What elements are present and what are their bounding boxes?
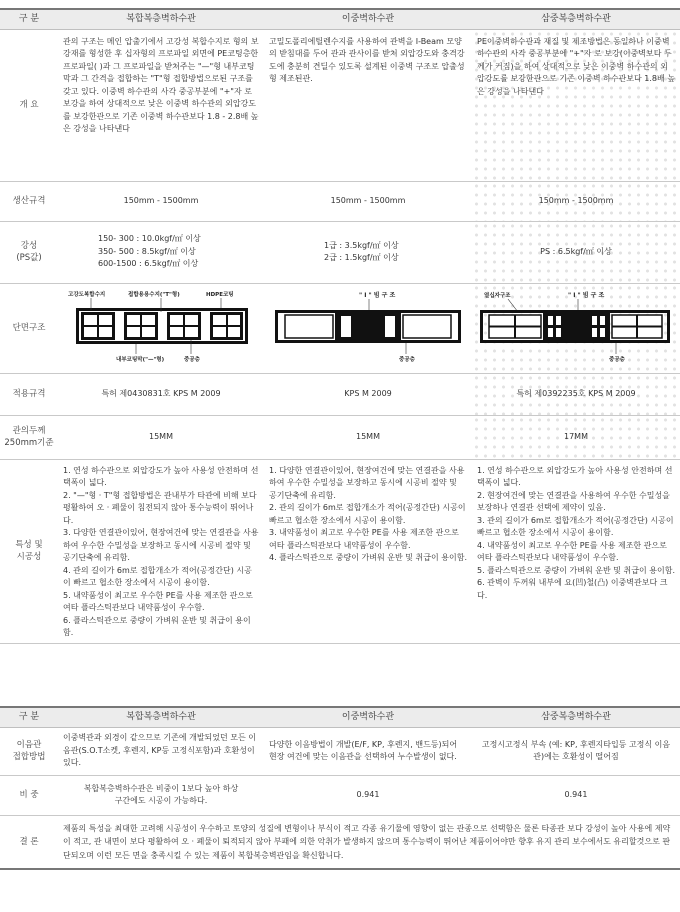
- comparison-table-secondary: [0, 706, 680, 870]
- list-item: 5. 플라스틱관으로 중량이 가벼워 운반 및 취급이 용이함.: [477, 565, 675, 575]
- spec-col2: 150mm - 1500mm: [264, 181, 472, 221]
- label-inner-film: 내부코팅막("—"형): [116, 357, 165, 363]
- section-diagram-triple: [472, 283, 680, 373]
- joint-col1: 이중벽관과 외경이 같으므로 기존에 개발되었던 모든 이음관(S.O.T소켓, 후렌지, KP등 고정식포함)과 호환성이 있다.: [58, 727, 264, 775]
- label-hollow-layer-2: 중공층: [399, 357, 415, 363]
- header-category: 구 분: [0, 9, 58, 29]
- label-high-strength-resin: 고강도복합수지: [68, 292, 106, 298]
- joint-col2: 다양한 이음방법이 개발(E/F, KP, 후렌지, 밴드등)되어 현장 여건에 맞는 이음관을 선택하여 누수발생이 없다.: [264, 727, 472, 775]
- section-diagram-double: [264, 283, 472, 373]
- label-conclusion: 결 론: [0, 815, 58, 869]
- section-diagram-composite: [58, 283, 264, 373]
- list-item: 2. 관의 길이가 6m로 접합개소가 적어(공정간단) 시공이 빠르고 협소한 장소에서 시공이 용이함.: [269, 503, 466, 525]
- joint-col3: 고정시고정식 부속 (예: KP, 후렌지타입등 고정식 이음관)에는 호환성이 떨어짐: [472, 727, 680, 775]
- label-hollow-layer-3: 중공층: [609, 357, 625, 363]
- row-overview: [0, 29, 680, 181]
- gravity-col2: 0.941: [264, 775, 472, 815]
- list-item: 2. "—"형 · T"형 접합방법은 관내부가 타관에 비해 보다 평활하여 오 · 폐물이 침전되지 않아 통수능력이 뛰어나다.: [63, 490, 257, 525]
- thickness-col1: 15MM: [58, 415, 264, 459]
- row-gravity: [0, 775, 680, 815]
- label-cross-structure: 열십자구조: [484, 293, 511, 299]
- label-section: 단면구조: [0, 283, 58, 373]
- features-col1: [58, 459, 264, 643]
- list-item: 3. 내약품성이 최고로 우수한 PE를 사용 제조한 관으로 여타 플라스틱관보다 내약품성이 우수함.: [269, 528, 459, 550]
- row-joint: [0, 727, 680, 775]
- row-stiffness: [0, 221, 680, 283]
- gravity-col3: 0.941: [472, 775, 680, 815]
- label-t-joint: 접합용용수지("T"형): [128, 292, 180, 298]
- label-standard: 적용규격: [0, 373, 58, 415]
- list-item: 1. 연성 하수관으로 외압강도가 높아 사용성 안전하며 선택폭이 넓다.: [477, 465, 673, 487]
- label-features: 특성 및 시공성: [0, 459, 58, 643]
- list-item: 6. 플라스틱관으로 중량이 가벼워 운반 및 취급이 용이함.: [63, 615, 251, 637]
- label-hdpe-coating: HDPE코팅: [206, 292, 234, 298]
- comparison-table-main: [0, 8, 680, 644]
- list-item: 1. 다양한 연결관이있어, 현장여건에 맞는 연결관을 사용하여 우수한 수밀성을 보장하고 동시에 시공비 절약 및 공기단축에 유리함.: [269, 465, 465, 500]
- row-conclusion: [0, 815, 680, 869]
- list-item: 6. 관벽이 두꺼워 내부에 요(凹)철(凸) 이중벽관보다 크다.: [477, 578, 668, 600]
- list-item: 1. 연성 하수관으로 외압강도가 높아 사용성 안전하며 선택폭이 넓다.: [63, 465, 259, 487]
- row-features: [0, 459, 680, 643]
- triple-wall-section-diagram: [478, 288, 674, 368]
- header-double-wall-pipe: 이중벽하수관: [264, 9, 472, 29]
- stiffness-col1: 150- 300 : 10.0kgf/㎡ 이상 350- 500 : 8.5kgf/㎡ 이상 600-1500 : 6.5kgf/㎡ 이상: [58, 221, 264, 283]
- list-item: 5. 내약품성이 최고로 우수한 PE를 사용 제조한 관으로 여타 플라스틱관보다 내약품성이 우수함.: [63, 590, 253, 612]
- label-spec: 생산규격: [0, 181, 58, 221]
- overview-col2: 고밀도폴리에틸렌수지를 사용하여 관벽을 I-Beam 모양의 받침대를 두어 관과 관사이를 받쳐 외압강도와 충격강도에 충분히 견딜수 있도록 설계된 이중벽 구조로 압출성형 제조된관.: [264, 29, 472, 181]
- spec-col3: 150mm - 1500mm: [472, 181, 680, 221]
- label-i-beam: " I " 빔 구 조: [359, 292, 396, 299]
- header2-composite-pipe: 복합복층벽하수관: [58, 707, 264, 727]
- double-wall-section-diagram: [271, 288, 465, 368]
- overview-col3: PE이중벽하수관과 재질 및 제조방법은 동일하나 이중벽 하수관의 사각 중공부분에 "+"자 로 보강(이중벽보다 두께가 커짐)을 하여 상대적으로 낮은 이중벽 하수관의 외압강도를 보강한관으로 기존 이중벽 하수관보다 1.8배 높은 강성을 나타낸다: [472, 29, 680, 181]
- label-overview: 개 요: [0, 29, 58, 181]
- row-thickness: [0, 415, 680, 459]
- header-composite-pipe: 복합복층벽하수관: [58, 9, 264, 29]
- standard-col2: KPS M 2009: [264, 373, 472, 415]
- features-col3: [472, 459, 680, 643]
- label-stiffness: 강성 (PS값): [0, 221, 58, 283]
- composite-section-diagram: [66, 288, 256, 368]
- header2-double-wall-pipe: 이중벽하수관: [264, 707, 472, 727]
- thickness-col3: 17MM: [472, 415, 680, 459]
- label-hollow-layer: 중공층: [184, 357, 200, 363]
- list-item: 4. 관의 길이가 6m로 접합개소가 적어(공정간단) 시공이 빠르고 협소한 장소에서 시공이 용이함.: [63, 565, 252, 587]
- label-i-beam-3: " I " 빔 구 조: [568, 292, 605, 299]
- label-gravity: 비 중: [0, 775, 58, 815]
- stiffness-col2: 1급 : 3.5kgf/㎡ 이상 2급 : 1.5kgf/㎡ 이상: [264, 221, 472, 283]
- thickness-col2: 15MM: [264, 415, 472, 459]
- label-thickness: 관의두께 250mm기준: [0, 415, 58, 459]
- header-triple-wall-pipe: 삼중복층벽하수관: [472, 9, 680, 29]
- standard-col3: 특허 제0392235호 KPS M 2009: [472, 373, 680, 415]
- standard-col1: 특허 제0430831호 KPS M 2009: [58, 373, 264, 415]
- row-section: [0, 283, 680, 373]
- row-standard: [0, 373, 680, 415]
- list-item: 3. 다양한 연결관이있어, 현장여건에 맞는 연결관을 사용하여 우수한 수밀성을 보장하고 동시에 시공비 절약 및 공기단축에 유리함.: [63, 528, 259, 562]
- gravity-col1: 복합복층벽하수관은 비중이 1보다 높아 하상구간에도 시공이 가능하다.: [58, 775, 264, 815]
- table-header-row: [0, 9, 680, 29]
- list-item: 3. 관의 길이가 6m로 접합개소가 적어(공정간단) 시공이 빠르고 협소한 장소에서 시공이 용이함.: [477, 515, 674, 537]
- stiffness-col3: PS : 6.5kgf/㎡ 이상: [472, 221, 680, 283]
- label-joint: 이음관 접합방법: [0, 727, 58, 775]
- features-col2: [264, 459, 472, 643]
- list-item: 4. 플라스틱관으로 중량이 가벼워 운반 및 취급이 용이함.: [269, 553, 467, 562]
- header2-triple-wall-pipe: 삼중복층벽하수관: [472, 707, 680, 727]
- header2-category: 구 분: [0, 707, 58, 727]
- list-item: 2. 현장여건에 맞는 연결관을 사용하여 우수한 수밀성을 보장하나 연결관 선택에 제약이 있음.: [477, 490, 670, 512]
- overview-col1: 관의 구조는 메인 압출기에서 고강성 복합수지로 형의 보강재를 형성한 후 십자형의 프로파일 외면에 PE코팅층한 프로파일( )과 그 프로파일을 받쳐주는 "—"형 내부코팅막과 그 간격을 접합하는 "T"형 접합방법으로된 구조를 갖고 있다. 이중벽 하수관의 사각 중공부분에 "+"자 로 보강을 하여 상대적으로 낮은 이중벽 하수관의 외압강도를 보강한관으로 기존 이중벽 하수관보다 1.8 - 2.8배 높은 강성을 나타낸다: [58, 29, 264, 181]
- row-spec: [0, 181, 680, 221]
- table2-header-row: [0, 707, 680, 727]
- list-item: 4. 내약품성이 최고로 우수한 PE를 사용 제조한 관으로 여타 플라스틱관보다 내약품성이 우수함.: [477, 540, 667, 562]
- spec-col1: 150mm - 1500mm: [58, 181, 264, 221]
- conclusion-text: 제품의 특성을 최대한 고려해 시공성이 우수하고 토양의 성질에 변형이나 부식이 적고 각종 유기물에 영향이 없는 관종으로 선택함은 물론 타종관 보다 강성이 높아 사용에 제약이 적고, 관 내면이 보다 평활하여 오 · 폐물이 퇴적되지 않아 부패에 의한 악취가 발생하지 않으며 통수능력이 뛰어난 제품이어야만 향후 유지 관리 보수에서도 유리할것으로 판단되오며 이런 모든 면을 충족시킬 수 있는 제품이 복합복층벽관임을 확신합니다.: [58, 815, 680, 869]
